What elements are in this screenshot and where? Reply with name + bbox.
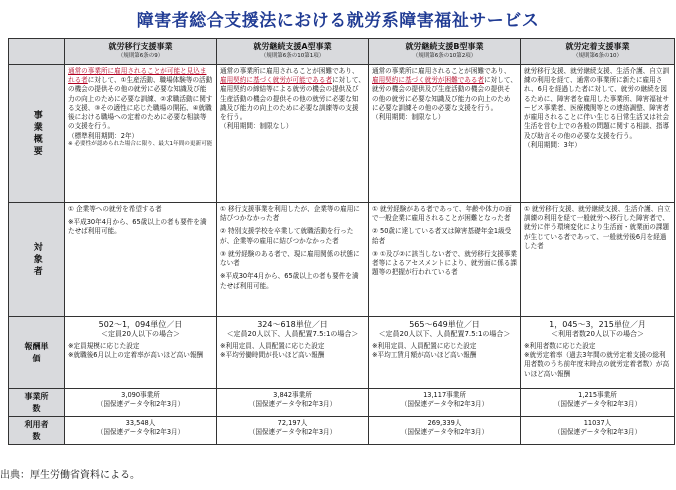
- fee-note: ※利用定員、人員配置に応じた設定: [372, 341, 477, 350]
- facility-count: 1,215事業所: [578, 391, 617, 399]
- eligibility-item: ② 50歳に達している者又は障害基礎年金1級受給者: [372, 227, 512, 245]
- column-name: 就労移行支援事業: [108, 42, 173, 51]
- fee-note: ※定員規模に応じた設定: [68, 341, 140, 350]
- row-header-users: [9, 417, 65, 445]
- user-count-cell: [65, 417, 217, 445]
- facility-count-cell: [369, 389, 521, 417]
- fee-note: ※就労定着率（過去3年間の就労定着支援の総利用者数のうち前年度末時点の就労定着者数）が高いほど高い報酬: [524, 351, 670, 378]
- eligibility-row: [9, 203, 675, 317]
- fee-row: [9, 317, 675, 389]
- usage-period: （利用期間：3年）: [524, 140, 581, 149]
- row-header-eligibility: [9, 203, 65, 317]
- eligibility-item: ② 特別支援学校を卒業して就職活動を行ったが、企業等の雇用に結びつかなかった者: [220, 227, 354, 245]
- overview-text: 通常の事業所に雇用されることが困難であり、: [372, 67, 511, 75]
- column-regulation: （規則第6条の10第1項）: [260, 53, 325, 60]
- data-source: （国保連データ令和2年3月）: [553, 428, 642, 437]
- fee-note: ※利用者数に応じた設定: [524, 341, 596, 350]
- eligibility-note: ※平成30年4月から、65歳以上の者も要件を満たせば利用可能。: [68, 218, 207, 236]
- overview-text: に対して、雇用契約の締結等による就労の機会の提供及び生産活動の機会の提供その他の就労に必要な知識及び能力の向上のために必要な訓練等の支援を行う。: [220, 76, 365, 122]
- fee-cell: [369, 317, 521, 389]
- usage-period: （利用期間：制限なし）: [372, 113, 445, 122]
- column-regulation: （規則第6条の10第2項）: [412, 53, 477, 60]
- overview-cell: [65, 65, 217, 203]
- data-source: （国保連データ令和2年3月）: [400, 428, 489, 437]
- overview-emphasis: 雇用契約に基づく就労が困難である者: [372, 76, 485, 85]
- fee-condition: ＜定員20人以下、人員配置7.5:1の場合＞: [378, 330, 511, 339]
- data-source: （国保連データ令和2年3月）: [96, 428, 185, 437]
- eligibility-item: ③ 就労経験のある者で、現に雇用関係の状態にない者: [220, 249, 360, 268]
- user-count: 72,197人: [277, 419, 308, 427]
- eligibility-cell: [217, 203, 369, 317]
- overview-text: 通常の事業所に雇用されることが困難であり、: [220, 67, 359, 75]
- fee-condition: ＜定員20人以下、人員配置7.5:1の場合＞: [226, 330, 359, 339]
- row-label: 利用者数: [24, 420, 49, 441]
- source-citation: 出典：厚生労働省資料による。: [0, 470, 140, 481]
- fee-cell: [65, 317, 217, 389]
- usage-period: （利用期間：制限なし）: [220, 122, 293, 131]
- data-source: （国保連データ令和2年3月）: [400, 400, 489, 409]
- fee-range: 1，045～3，215単位／月: [549, 320, 646, 329]
- user-count-row: [9, 417, 675, 445]
- eligibility-item: ③ ①及び②に該当しない者で、就労移行支援事業者等によるアセスメントにより、就労面に係る課題等の把握が行われている者: [372, 249, 517, 277]
- user-count: 11037人: [583, 419, 612, 427]
- column-name: 就労継続支援B型事業: [405, 42, 484, 51]
- column-regulation: （規則第6条の10）: [573, 53, 622, 60]
- column-name: 就労継続支援A型事業: [253, 42, 332, 51]
- services-table: [8, 38, 675, 445]
- eligibility-item: ① 就労経験がある者であって、年齢や体力の面で一般企業に雇用されることが困難となった者: [372, 205, 512, 223]
- fee-note: ※利用定員、人員配置に応じた設定: [220, 341, 325, 350]
- user-count-cell: [369, 417, 521, 445]
- overview-cell: [217, 65, 369, 203]
- fee-note: ※就職後6月以上の定着率が高いほど高い報酬: [68, 351, 204, 360]
- header-row: [9, 39, 675, 65]
- column-header: [369, 39, 521, 65]
- data-source: （国保連データ令和2年3月）: [248, 400, 337, 409]
- eligibility-cell: [369, 203, 521, 317]
- user-count: 269,339人: [427, 419, 462, 427]
- eligibility-cell: [521, 203, 675, 317]
- overview-note: ※ 必要性が認められた場合に限り、最大1年間の更新可能: [68, 140, 213, 147]
- facility-count-cell: [217, 389, 369, 417]
- user-count-cell: [217, 417, 369, 445]
- eligibility-note: ※平成30年4月から、65歳以上の者も要件を満たせば利用可能。: [220, 272, 359, 290]
- fee-note: ※平均労働時間が長いほど高い報酬: [220, 351, 325, 360]
- facility-count: 13,117事業所: [423, 391, 466, 399]
- overview-cell: [369, 65, 521, 203]
- fee-condition: ＜定員20人以下の場合＞: [101, 330, 180, 339]
- fee-range: 502～1，094単位／日: [98, 320, 183, 329]
- page-title: 障害者総合支援法における就労系障害福祉サービス: [136, 11, 540, 31]
- fee-range: 324～618単位／日: [257, 320, 328, 329]
- fee-condition: ＜利用者数20人以下の場合＞: [551, 330, 644, 339]
- data-source: （国保連データ令和2年3月）: [96, 400, 185, 409]
- user-count: 33,548人: [125, 419, 156, 427]
- data-source: （国保連データ令和2年3月）: [553, 400, 642, 409]
- eligibility-item: ① 就労移行支援、就労継続支援、生活介護、自立訓練の利用を経て一般就労へ移行した障害者で、就労に伴う環境変化により生活面・就業面の課題が生じている者であって、一般就労後6月を経過した者: [524, 205, 671, 250]
- overview-emphasis: 雇用契約に基づく就労が可能である者: [220, 76, 333, 85]
- overview-text: に対して、就労の機会の提供及び生産活動の機会の提供その他の就労に必要な知識及び能力の向上のために必要な訓練その他の必要な支援を行う。: [372, 76, 517, 112]
- column-header: [521, 39, 675, 65]
- data-source: （国保連データ令和2年3月）: [248, 428, 337, 437]
- corner-cell: [9, 39, 65, 65]
- column-header: [217, 39, 369, 65]
- facility-count: 3,090事業所: [121, 391, 160, 399]
- user-count-cell: [521, 417, 675, 445]
- row-header-overview: [9, 65, 65, 203]
- column-name: 就労定着支援事業: [565, 42, 630, 51]
- overview-text: 就労移行支援、就労継続支援、生活介護、自立訓練の利用を経て、通常の事業所に新たに雇用され、6月を経過した者に対して、就労の継続を図るために、障害者を雇用した事業所、障害福祉サービス事業者、医療機関等との連絡調整、障害者が雇用されることに伴い生じる日常生活又は社会生活を営む上での各般の問題に関する相談、指導及び助言その他の必要な支援を行う。: [524, 67, 670, 140]
- column-regulation: （規則第6条の9）: [117, 53, 164, 60]
- overview-cell: [521, 65, 675, 203]
- overview-row: [9, 65, 675, 203]
- eligibility-item: ① 企業等への就労を希望する者: [68, 205, 162, 213]
- facility-count-cell: [65, 389, 217, 417]
- fee-range: 565～649単位／日: [409, 320, 480, 329]
- row-header-facilities: [9, 389, 65, 417]
- row-label: 報酬単価: [24, 342, 49, 363]
- column-header: [65, 39, 217, 65]
- row-label: 事業概要: [31, 109, 42, 158]
- fee-cell: [217, 317, 369, 389]
- fee-cell: [521, 317, 675, 389]
- facility-count-cell: [521, 389, 675, 417]
- row-label: 事業所数: [24, 392, 49, 413]
- row-label: 対象者: [31, 241, 42, 278]
- row-header-fee: [9, 317, 65, 389]
- facility-count-row: [9, 389, 675, 417]
- eligibility-cell: [65, 203, 217, 317]
- fee-note: ※平均工賃月額が高いほど高い報酬: [372, 351, 477, 360]
- eligibility-item: ① 移行支援事業を利用したが、企業等の雇用に結びつかなかった者: [220, 205, 360, 223]
- facility-count: 3,842事業所: [273, 391, 312, 399]
- overview-emphasis: 通常の事業所に雇用されることが可能と見込まれる者: [68, 67, 207, 85]
- usage-period: （標準利用期間：2年）: [68, 131, 139, 140]
- overview-text: に対して、①生産活動、職場体験等の活動の機会の提供その他の就労に必要な知識及び能力の向上のために必要な訓練、②求職活動に関する支援、③その適性に応じた職場の開拓、④就職後における職場への定着のために必要な相談等の支援を行う。: [68, 76, 213, 131]
